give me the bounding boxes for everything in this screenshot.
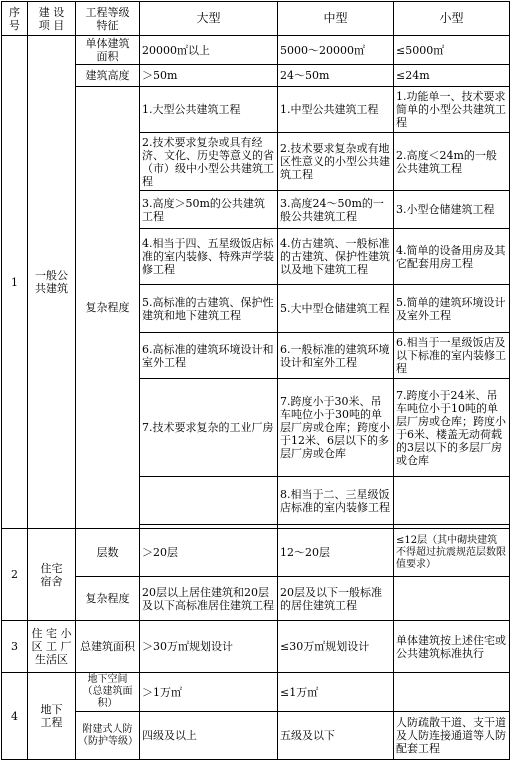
table-row [2, 65, 510, 87]
section-project: 住 宅 小 区 工 厂 生活区 [28, 621, 76, 673]
header-large: 大型 [140, 2, 278, 36]
small-cell: ≤5000㎡ [394, 36, 510, 65]
large-cell: 20000㎡以上 [140, 36, 278, 65]
medium-cell: ≤30万㎡规划设计 [278, 621, 394, 673]
large-cell: 四级及以上 [140, 712, 278, 760]
medium-cell: 2.技术要求复杂或有地区性意义的小型公共建筑工程 [278, 133, 394, 191]
header-feature: 工程等级 特征 [76, 2, 140, 36]
header-seq: 序号 [2, 2, 28, 36]
medium-cell: 5.大中型仓储建筑工程 [278, 285, 394, 333]
large-cell: 1.大型公共建筑工程 [140, 87, 278, 133]
small-cell [394, 477, 510, 525]
large-cell: 6.高标准的建筑环境设计和室外工程 [140, 333, 278, 379]
medium-cell: 24～50m [278, 65, 394, 87]
large-cell: 5.高标准的古建筑、保护性建筑和地下建筑工程 [140, 285, 278, 333]
feature-cell: 建筑高度 [76, 65, 140, 87]
medium-cell: 5000～20000㎡ [278, 36, 394, 65]
medium-cell: 五级及以下 [278, 712, 394, 760]
header-row [2, 2, 510, 36]
large-cell: ＞50m [140, 65, 278, 87]
header-medium: 中型 [278, 2, 394, 36]
section-project: 地下 工程 [28, 673, 76, 760]
large-cell: 3.高度＞50m的公共建筑工程 [140, 191, 278, 229]
section-project: 一般公 共建筑 [28, 36, 76, 529]
medium-cell: 1.中型公共建筑工程 [278, 87, 394, 133]
section-project: 住宅 宿舍 [28, 529, 76, 621]
feature-cell: 附建式人防（防护等级） [76, 712, 140, 760]
small-cell [394, 577, 510, 621]
small-cell [394, 673, 510, 712]
small-cell: 6.相当于一星级饭店及以下标准的室内装修工程 [394, 333, 510, 379]
large-cell: ＞20层 [140, 529, 278, 577]
section-seq: 1 [2, 36, 28, 529]
medium-cell: 3.高度24～50m的一般公共建筑工程 [278, 191, 394, 229]
large-cell [140, 477, 278, 525]
small-cell: ≤12层（其中砌块建筑不得超过抗震规范层数限值要求） [394, 529, 510, 577]
medium-cell: 12～20层 [278, 529, 394, 577]
table-row [2, 621, 510, 673]
small-cell: 人防疏散干道、支干道及人防连接通道等人防配套工程 [394, 712, 510, 760]
medium-cell: 7.跨度小于30米、吊车吨位小于30吨的单层厂房或仓库；跨度小于12米、6层以下的多层厂房或仓库 [278, 379, 394, 477]
medium-cell: 4.仿古建筑、一般标准的古建筑、保护性建筑以及地下建筑工程 [278, 229, 394, 285]
header-small: 小型 [394, 2, 510, 36]
feature-cell: 层数 [76, 529, 140, 577]
large-cell: 20层以上居住建筑和20层及以下高标准居住建筑工程 [140, 577, 278, 621]
small-cell: 3.小型仓储建筑工程 [394, 191, 510, 229]
large-cell: ＞30万㎡规划设计 [140, 621, 278, 673]
small-cell: ≤24m [394, 65, 510, 87]
feature-cell: 复杂程度 [76, 87, 140, 529]
medium-cell: 8.相当于二、三星级饭店标准的室内装修工程 [278, 477, 394, 525]
engineering-grade-table [1, 1, 510, 760]
large-cell: 4.相当于四、五星级饭店标准的室内装修、特殊声学装修工程 [140, 229, 278, 285]
table-row [2, 87, 510, 133]
section-seq: 3 [2, 621, 28, 673]
feature-cell: 地下空间（总建筑面积） [76, 673, 140, 712]
small-cell: 2.高度＜24m的一般公共建筑工程 [394, 133, 510, 191]
large-cell: 7.技术要求复杂的工业厂房 [140, 379, 278, 477]
table-row [2, 712, 510, 760]
table-row [2, 529, 510, 577]
feature-cell: 总建筑面积 [76, 621, 140, 673]
section-seq: 2 [2, 529, 28, 621]
feature-cell: 复杂程度 [76, 577, 140, 621]
table-row [2, 673, 510, 712]
small-cell: 5.简单的建筑环境设计及室外工程 [394, 285, 510, 333]
medium-cell: 20层及以下一般标准的居住建筑工程 [278, 577, 394, 621]
medium-cell: 6.一般标准的建筑环境设计和室外工程 [278, 333, 394, 379]
large-cell: ＞1万㎡ [140, 673, 278, 712]
header-project: 建 设 项 目 [28, 2, 76, 36]
section-seq: 4 [2, 673, 28, 760]
medium-cell: ≤1万㎡ [278, 673, 394, 712]
large-cell: 2.技术要求复杂或具有经济、文化、历史等意义的省（市）级中小型公共建筑工程 [140, 133, 278, 191]
small-cell: 7.跨度小于24米、吊车吨位小于10吨的单层厂房或仓库；跨度小于6米、楼盖无动荷载的3层以下的多层厂房或仓库 [394, 379, 510, 477]
small-cell: 单体建筑按上述住宅或公共建筑标准执行 [394, 621, 510, 673]
small-cell: 4.简单的设备用房及其它配套用房工程 [394, 229, 510, 285]
small-cell: 1.功能单一、技术要求简单的小型公共建筑工程 [394, 87, 510, 133]
table-row [2, 577, 510, 621]
table-row [2, 36, 510, 65]
feature-cell: 单体建筑 面积 [76, 36, 140, 65]
